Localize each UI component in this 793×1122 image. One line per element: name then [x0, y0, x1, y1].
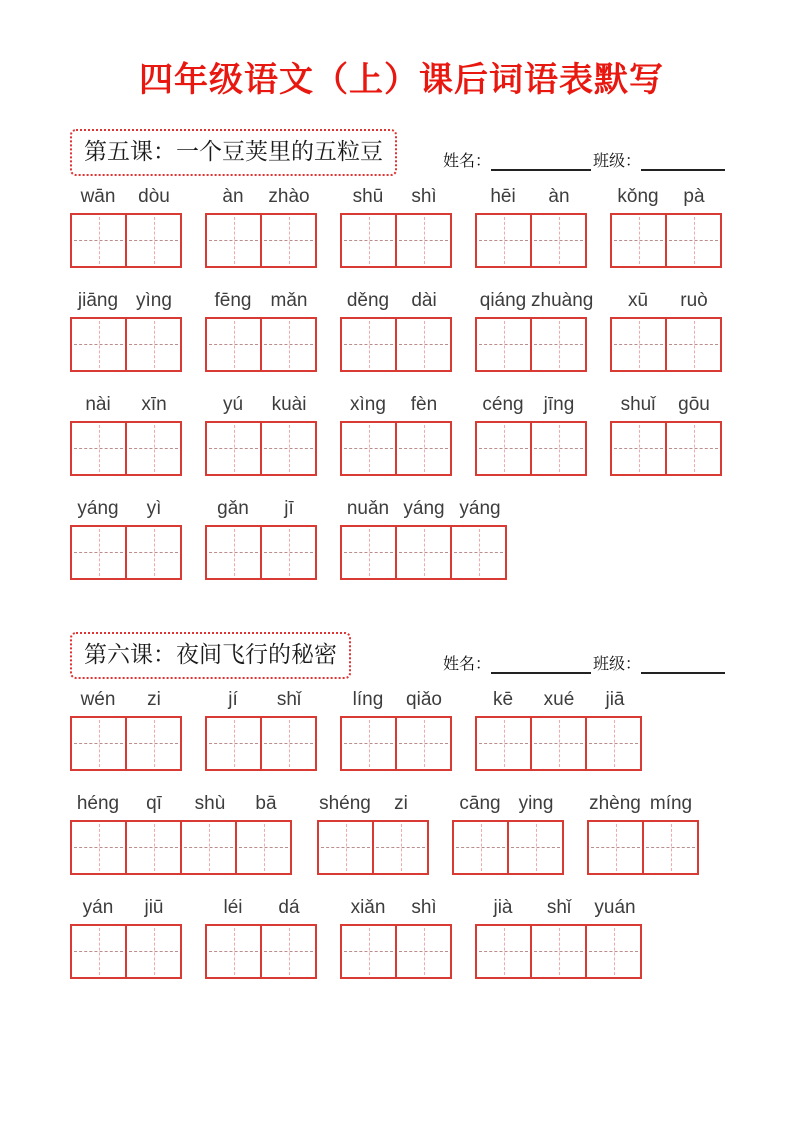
pinyin-syllable: shǐ — [276, 688, 302, 710]
word-group — [205, 394, 317, 476]
writing-cell — [507, 820, 564, 875]
writing-cell — [340, 317, 397, 372]
word-group — [205, 186, 317, 268]
writing-cell — [260, 716, 317, 771]
writing-cells — [475, 317, 587, 372]
word-group — [475, 897, 643, 979]
writing-cells — [340, 213, 452, 268]
pinyin-syllable: jí — [228, 688, 238, 710]
writing-cell — [125, 820, 182, 875]
pinyin-line — [340, 498, 508, 520]
writing-cells — [475, 213, 587, 268]
pinyin-syllable: shǐ — [546, 896, 572, 918]
writing-cell — [70, 820, 127, 875]
word-group — [475, 394, 587, 476]
pinyin-syllable: zhèng — [589, 792, 641, 814]
writing-cells — [340, 716, 452, 771]
word-row — [70, 498, 733, 580]
name-label: 姓名： — [442, 653, 491, 673]
pinyin-syllable: yì — [146, 497, 162, 519]
pinyin-syllable: héng — [76, 792, 120, 814]
word-group — [70, 689, 182, 771]
writing-cells — [340, 317, 452, 372]
word-group — [205, 290, 317, 372]
pinyin-syllable: cāng — [459, 792, 501, 814]
pinyin-line — [70, 394, 182, 416]
writing-cells — [205, 213, 317, 268]
writing-cell — [665, 213, 722, 268]
writing-cell — [205, 716, 262, 771]
pinyin-line — [475, 186, 587, 208]
class-blank — [641, 155, 725, 171]
pinyin-line — [475, 394, 587, 416]
pinyin-syllable: dá — [278, 896, 300, 918]
writing-cells — [70, 421, 182, 476]
pinyin-line — [70, 290, 182, 312]
writing-cell — [610, 317, 667, 372]
pinyin-line — [475, 689, 643, 711]
pinyin-syllable: jīng — [543, 393, 575, 415]
pinyin-syllable: ying — [518, 792, 554, 814]
writing-cell — [340, 213, 397, 268]
writing-cell — [70, 924, 127, 979]
word-group — [205, 689, 317, 771]
writing-cells — [205, 716, 317, 771]
pinyin-syllable: xiǎn — [350, 896, 386, 918]
pinyin-syllable: hēi — [490, 185, 516, 207]
writing-cell — [610, 213, 667, 268]
writing-cell — [450, 525, 507, 580]
writing-cell — [70, 525, 127, 580]
writing-cell — [585, 924, 642, 979]
writing-cells — [205, 421, 317, 476]
writing-cell — [530, 716, 587, 771]
writing-cell — [125, 924, 182, 979]
writing-cell — [530, 421, 587, 476]
writing-cells — [452, 820, 564, 875]
pinyin-line — [205, 498, 317, 520]
writing-cell — [585, 716, 642, 771]
writing-cell — [395, 716, 452, 771]
pinyin-line — [340, 394, 452, 416]
pinyin-line — [587, 793, 699, 815]
writing-cell — [260, 213, 317, 268]
word-row — [70, 394, 733, 476]
word-group — [475, 186, 587, 268]
pinyin-syllable: shéng — [319, 792, 371, 814]
pinyin-syllable: léi — [223, 896, 243, 918]
name-blank — [491, 155, 591, 171]
name-class-line — [443, 134, 725, 171]
writing-cells — [587, 820, 699, 875]
writing-cells — [610, 317, 722, 372]
pinyin-syllable: shū — [352, 185, 384, 207]
pinyin-syllable: jiāng — [77, 289, 119, 311]
pinyin-syllable: shuǐ — [620, 393, 656, 415]
writing-cell — [70, 317, 127, 372]
pinyin-syllable: xué — [543, 688, 575, 710]
word-group — [340, 897, 452, 979]
word-group — [70, 793, 294, 875]
pinyin-syllable: fēng — [214, 289, 252, 311]
pinyin-syllable: yáng — [403, 497, 445, 519]
pinyin-line — [340, 290, 452, 312]
writing-cell — [665, 317, 722, 372]
pinyin-syllable: àn — [222, 185, 244, 207]
sections — [70, 129, 733, 979]
writing-cell — [475, 317, 532, 372]
pinyin-syllable: pà — [683, 185, 705, 207]
pinyin-syllable: yán — [82, 896, 114, 918]
section-title: 第五课：一个豆荚里的五粒豆 — [84, 139, 383, 165]
pinyin-syllable: xìng — [350, 393, 386, 415]
class-blank — [641, 658, 725, 674]
writing-cell — [665, 421, 722, 476]
word-group — [205, 897, 317, 979]
pinyin-line — [610, 394, 722, 416]
name-blank — [491, 658, 591, 674]
writing-cell — [205, 213, 262, 268]
pinyin-syllable: zi — [394, 792, 408, 814]
pinyin-line — [317, 793, 429, 815]
writing-cell — [205, 525, 262, 580]
section-title-box — [70, 129, 397, 176]
writing-cell — [260, 317, 317, 372]
word-group — [340, 498, 508, 580]
word-group — [340, 394, 452, 476]
pinyin-syllable: wān — [80, 185, 116, 207]
writing-cell — [395, 317, 452, 372]
word-group — [475, 689, 643, 771]
word-group — [587, 793, 699, 875]
pinyin-syllable: shù — [194, 792, 226, 814]
pinyin-line — [205, 186, 317, 208]
word-group — [475, 289, 594, 372]
writing-cells — [70, 924, 182, 979]
writing-cell — [317, 820, 374, 875]
writing-cells — [70, 213, 182, 268]
pinyin-syllable: ruò — [680, 289, 708, 311]
writing-cells — [70, 525, 182, 580]
writing-cell — [70, 213, 127, 268]
section-header — [70, 632, 733, 679]
section-2 — [70, 632, 733, 979]
pinyin-line — [70, 689, 182, 711]
pinyin-line — [475, 897, 643, 919]
writing-cell — [260, 924, 317, 979]
writing-cells — [205, 317, 317, 372]
pinyin-syllable: shì — [411, 185, 437, 207]
pinyin-syllable: yuán — [594, 896, 636, 918]
pinyin-syllable: jī — [284, 497, 294, 519]
word-row — [70, 793, 733, 875]
writing-cell — [235, 820, 292, 875]
pinyin-syllable: jià — [493, 896, 513, 918]
pinyin-syllable: yáng — [77, 497, 119, 519]
writing-cells — [70, 716, 182, 771]
page-title: 四年级语文（上）课后词语表默写 — [139, 61, 664, 99]
word-group — [205, 498, 317, 580]
class-label: 班级： — [592, 653, 641, 673]
name-class-line — [443, 637, 725, 674]
writing-cell — [70, 421, 127, 476]
pinyin-syllable: xū — [627, 289, 649, 311]
writing-cell — [125, 317, 182, 372]
pinyin-line — [610, 186, 722, 208]
pinyin-syllable: mǎn — [270, 289, 308, 311]
word-group — [340, 186, 452, 268]
pinyin-syllable: nài — [85, 393, 111, 415]
writing-cell — [530, 317, 587, 372]
pinyin-line — [610, 290, 722, 312]
pinyin-line — [340, 186, 452, 208]
word-row — [70, 290, 733, 372]
writing-cells — [70, 317, 182, 372]
word-group — [70, 186, 182, 268]
word-group — [610, 394, 722, 476]
writing-cell — [530, 213, 587, 268]
pinyin-syllable: dòu — [138, 185, 170, 207]
pinyin-syllable: bā — [255, 792, 277, 814]
pinyin-syllable: líng — [352, 688, 384, 710]
writing-cell — [475, 924, 532, 979]
writing-cell — [475, 716, 532, 771]
writing-cells — [340, 525, 508, 580]
pinyin-syllable: qī — [146, 792, 162, 814]
word-group — [340, 689, 452, 771]
pinyin-syllable: xīn — [141, 393, 167, 415]
writing-cells — [340, 421, 452, 476]
pinyin-syllable: kǒng — [617, 185, 659, 207]
writing-cell — [260, 525, 317, 580]
pinyin-syllable: jiū — [144, 896, 164, 918]
pinyin-syllable: míng — [649, 792, 693, 814]
writing-cell — [125, 716, 182, 771]
writing-cells — [475, 924, 643, 979]
pinyin-line — [205, 394, 317, 416]
word-group — [610, 290, 722, 372]
pinyin-syllable: dài — [411, 289, 437, 311]
word-group — [70, 498, 182, 580]
pinyin-line — [452, 793, 564, 815]
writing-cell — [475, 421, 532, 476]
pinyin-syllable: shì — [411, 896, 437, 918]
word-group — [340, 290, 452, 372]
writing-cell — [610, 421, 667, 476]
writing-cell — [125, 525, 182, 580]
writing-cells — [70, 820, 294, 875]
pinyin-syllable: fèn — [410, 393, 438, 415]
word-row — [70, 897, 733, 979]
pinyin-syllable: yáng — [459, 497, 501, 519]
writing-cell — [205, 924, 262, 979]
word-row — [70, 186, 733, 268]
writing-cells — [205, 525, 317, 580]
writing-cells — [317, 820, 429, 875]
pinyin-syllable: kē — [492, 688, 514, 710]
writing-cell — [340, 525, 397, 580]
writing-cell — [340, 421, 397, 476]
word-group — [452, 793, 564, 875]
writing-cell — [205, 421, 262, 476]
pinyin-syllable: gǎn — [217, 497, 249, 519]
pinyin-line — [70, 793, 294, 815]
writing-cell — [395, 421, 452, 476]
writing-cells — [610, 213, 722, 268]
writing-cell — [395, 213, 452, 268]
pinyin-syllable: qiǎo — [406, 688, 442, 710]
writing-cell — [205, 317, 262, 372]
section-title-box — [70, 632, 351, 679]
section-header — [70, 129, 733, 176]
writing-cell — [475, 213, 532, 268]
name-label: 姓名： — [442, 150, 491, 170]
writing-cells — [475, 421, 587, 476]
pinyin-line — [70, 498, 182, 520]
writing-cell — [395, 525, 452, 580]
pinyin-syllable: qiáng — [479, 289, 527, 311]
writing-cell — [642, 820, 699, 875]
word-row — [70, 689, 733, 771]
pinyin-line — [340, 689, 452, 711]
class-label: 班级： — [592, 150, 641, 170]
section-title: 第六课：夜间飞行的秘密 — [84, 641, 337, 668]
writing-cell — [340, 924, 397, 979]
writing-cell — [530, 924, 587, 979]
pinyin-line — [70, 897, 182, 919]
pinyin-line — [70, 186, 182, 208]
pinyin-syllable: děng — [346, 289, 390, 311]
pinyin-line — [205, 290, 317, 312]
pinyin-syllable: céng — [482, 393, 524, 415]
word-group — [70, 290, 182, 372]
word-group — [70, 897, 182, 979]
writing-cells — [475, 716, 643, 771]
pinyin-syllable: wén — [80, 688, 116, 710]
writing-cell — [180, 820, 237, 875]
writing-cells — [205, 924, 317, 979]
pinyin-syllable: yú — [222, 393, 244, 415]
pinyin-syllable: kuài — [271, 393, 307, 415]
writing-cells — [340, 924, 452, 979]
pinyin-syllable: zi — [147, 688, 161, 710]
pinyin-syllable: àn — [548, 185, 570, 207]
pinyin-line — [205, 897, 317, 919]
pinyin-syllable: zhuàng — [531, 289, 594, 311]
pinyin-line — [205, 689, 317, 711]
section-1 — [70, 129, 733, 580]
pinyin-syllable: jiā — [605, 688, 625, 710]
writing-cell — [260, 421, 317, 476]
writing-cell — [70, 716, 127, 771]
pinyin-line — [475, 289, 594, 312]
pinyin-syllable: zhào — [268, 185, 310, 207]
word-group — [610, 186, 722, 268]
writing-cell — [125, 213, 182, 268]
pinyin-line — [340, 897, 452, 919]
writing-cells — [610, 421, 722, 476]
pinyin-syllable: nuǎn — [346, 497, 390, 519]
writing-cell — [395, 924, 452, 979]
writing-cell — [452, 820, 509, 875]
writing-cell — [125, 421, 182, 476]
writing-cell — [340, 716, 397, 771]
writing-cell — [372, 820, 429, 875]
pinyin-syllable: gōu — [678, 393, 710, 415]
word-group — [317, 793, 429, 875]
pinyin-syllable: yìng — [136, 289, 172, 311]
writing-cell — [587, 820, 644, 875]
word-group — [70, 394, 182, 476]
